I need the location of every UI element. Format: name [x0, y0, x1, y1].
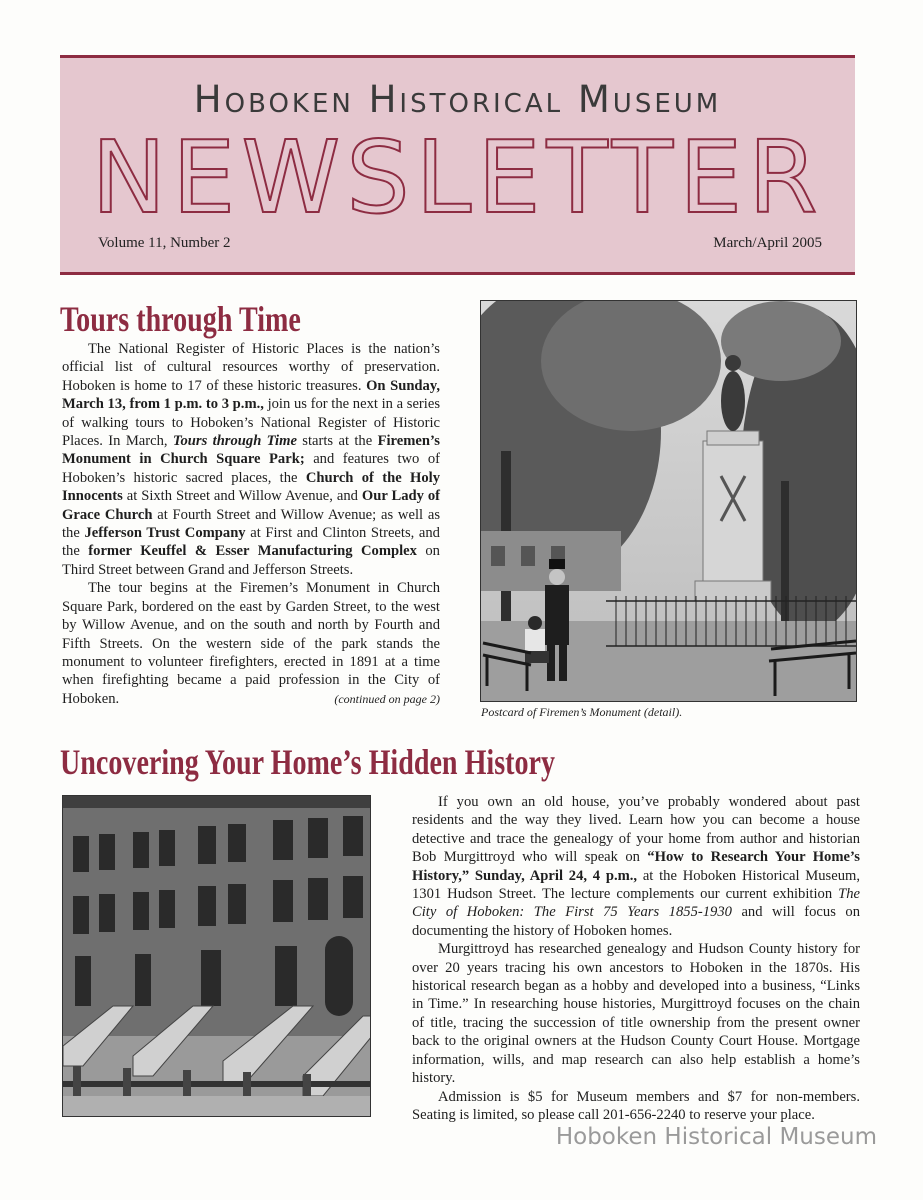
text-run: and will focus on documenting the history of Hoboken homes.	[412, 904, 861, 939]
issue-date: March/April 2005	[713, 235, 822, 251]
text-run: join us for the next in a series of walking tours to Hoboken’s National Register of Historic Places. In March,	[62, 396, 440, 450]
text-run: Tours through Time	[172, 433, 297, 450]
watermark: Hoboken Historical Museum	[555, 1124, 877, 1150]
text-run: Firemen’s Monument in Church Square Park;	[62, 433, 440, 468]
continued-note: (continued on page 2)	[334, 691, 440, 706]
masthead	[60, 55, 855, 275]
text-run: Our Lady of Grace Church	[62, 488, 440, 523]
text-run: If you own an old house, you’ve probably wondered about past residents and the way they lived. Learn how you can become a house detective and trace the genealogy of your home from author and historian Bob Murgittroyd who will speak on	[412, 794, 860, 866]
text-run: at Sixth Street and Willow Avenue, and	[122, 488, 362, 505]
article-headline-home-history: Uncovering Your Home’s Hidden History	[60, 742, 556, 782]
paragraph: Murgittroyd has researched genealogy and Hudson County history for over 20 years tracing his own ancestors to Hoboken in the 1870s. His historical research began as a hobby and developed into a business, “Links in Time.” In researching house histories, Murgittroyd focuses on the chain of title, tracing the succession of title ownership from the present owner back to the original owners at the Hudson County Court House. Mortgage information, wills, and map research can also help establish a home’s history.	[412, 941, 860, 1087]
paragraph: Admission is $5 for Museum members and $7 for non-members. Seating is limited, so please call 201-656-2240 to reserve your place.	[412, 1088, 860, 1123]
article-headline-tours: Tours through Time	[60, 299, 301, 339]
text-run: The National Register of Historic Places is the nation’s official list of cultural resources worthy of preservation. Hoboken is home to 17 of these historic treasures.	[62, 341, 440, 394]
article-body-home-history	[412, 793, 860, 1124]
firemens-monument-photo	[480, 300, 857, 702]
article-body-tours	[62, 340, 440, 708]
text-run: The City of Hoboken: The First 75 Years 1855-1930	[412, 886, 860, 921]
text-run: Jefferson Trust Company	[84, 525, 246, 542]
text-run: Church of the Holy Innocents	[62, 469, 440, 505]
brownstones-photo	[62, 795, 371, 1117]
text-run: starts at the	[296, 433, 378, 450]
text-run: “How to Research Your Home’s History,” Sunday, April 24, 4 p.m.,	[412, 849, 860, 884]
volume-number: Volume 11, Number 2	[98, 235, 231, 251]
text-run: and features two of Hoboken’s historic sacred places, the	[62, 451, 440, 486]
paragraph	[62, 579, 440, 708]
text-run: On Sunday, March 13, from 1 p.m. to 3 p.m.,	[62, 377, 440, 413]
photo-caption: Postcard of Firemen’s Monument (detail).	[481, 705, 683, 719]
paragraph	[62, 340, 440, 579]
paragraph-text: The tour begins at the Firemen’s Monument in Church Square Park, bordered on the east by Garden Street, to the west by Willow Avenue, and on the south and north by Fourth and Fifth Streets. On the western side of the park stands the monument to volunteer firefighters, erected in 1891 at a time when firefighting became a paid profession in the City of Hoboken.	[62, 580, 440, 707]
text-run: at the Hoboken Historical Museum, 1301 Hudson Street. The lecture complements our current exhibition	[412, 867, 860, 903]
paragraph	[412, 793, 860, 940]
text-run: on Third Street between Grand and Jefferson Streets.	[62, 543, 440, 578]
text-run: at First and Clinton Streets, and the	[62, 525, 440, 560]
text-run: former Keuffel & Esser Manufacturing Complex	[88, 543, 417, 560]
newsletter-title: NEWSLETTER	[91, 119, 824, 236]
text-run: at Fourth Street and Willow Avenue; as well as the	[62, 506, 440, 542]
museum-title: Hoboken Historical Museum	[193, 78, 722, 121]
